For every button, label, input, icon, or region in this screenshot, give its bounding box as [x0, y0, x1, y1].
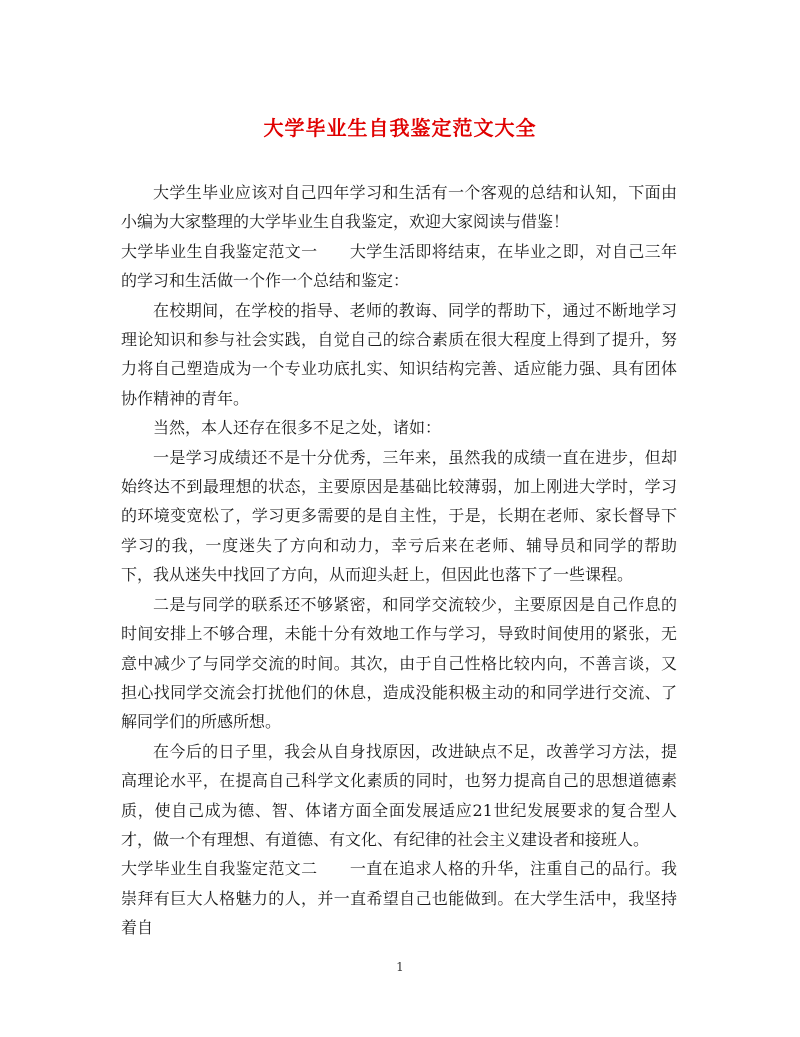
section-one-paragraph: 二是与同学的联系还不够紧密，和同学交流较少，主要原因是自己作息的时间安排上不够合理，未能十分有效地工作与学习，导致时间使用的紧张，无意中减少了与同学交流的时间。其次，由于自己性格比较内向，不善言谈，又担心找同学交流会打扰他们的休息，造成没能积极主动的和同学进行交流、了解同学们的所感所想。 — [121, 594, 677, 732]
section-two-heading: 大学毕业生自我鉴定范文二 — [121, 859, 318, 879]
section-one-line — [121, 237, 677, 296]
section-one-lead: 大学生活即将结束，在毕业之即，对自己三年的学习和生活做一个作一个总结和鉴定： — [121, 241, 677, 291]
section-two-line — [121, 854, 677, 942]
section-one-paragraph: 一是学习成绩还不是十分优秀，三年来，虽然我的成绩一直在进步，但却始终达不到最理想的状态，主要原因是基础比较薄弱，加上刚进大学时，学习的环境变宽松了，学习更多需要的是自主性，于是，长期在老师、家长督导下学习的我，一度迷失了方向和动力，幸亏后来在老师、辅导员和同学的帮助下，我从迷失中找回了方向，从而迎头赶上，但因此也落下了一些课程。 — [121, 447, 677, 585]
page-number: 1 — [396, 960, 404, 974]
section-one-heading: 大学毕业生自我鉴定范文一 — [121, 241, 318, 261]
section-one-paragraph: 在校期间，在学校的指导、老师的教诲、同学的帮助下，通过不断地学习理论知识和参与社会实践，自觉自己的综合素质在很大程度上得到了提升，努力将自己塑造成为一个专业功底扎实、知识结构完善、适应能力强、具有团体协作精神的青年。 — [121, 300, 677, 408]
section-two-lead: 一直在追求人格的升华，注重自己的品行。我崇拜有巨大人格魅力的人，并一直希望自己也能做到。在大学生活中，我坚持着自 — [121, 859, 677, 938]
intro-paragraph: 大学生毕业应该对自己四年学习和生活有一个客观的总结和认知，下面由小编为大家整理的大学毕业生自我鉴定，欢迎大家阅读与借鉴！ — [121, 183, 677, 232]
section-one-paragraph: 当然，本人还存在很多不足之处，诸如： — [153, 418, 442, 438]
section-one-paragraph: 在今后的日子里，我会从自身找原因，改进缺点不足，改善学习方法，提高理论水平，在提高自己科学文化素质的同时，也努力提高自己的思想道德素质，使自己成为德、智、体诸方面全面发展适应21世纪发展要求的复合型人才，做一个有理想、有道德、有文化、有纪律的社会主义建设者和接班人。 — [121, 741, 677, 849]
document-body — [121, 178, 677, 943]
document-title: 大学毕业生自我鉴定范文大全 — [263, 116, 537, 140]
